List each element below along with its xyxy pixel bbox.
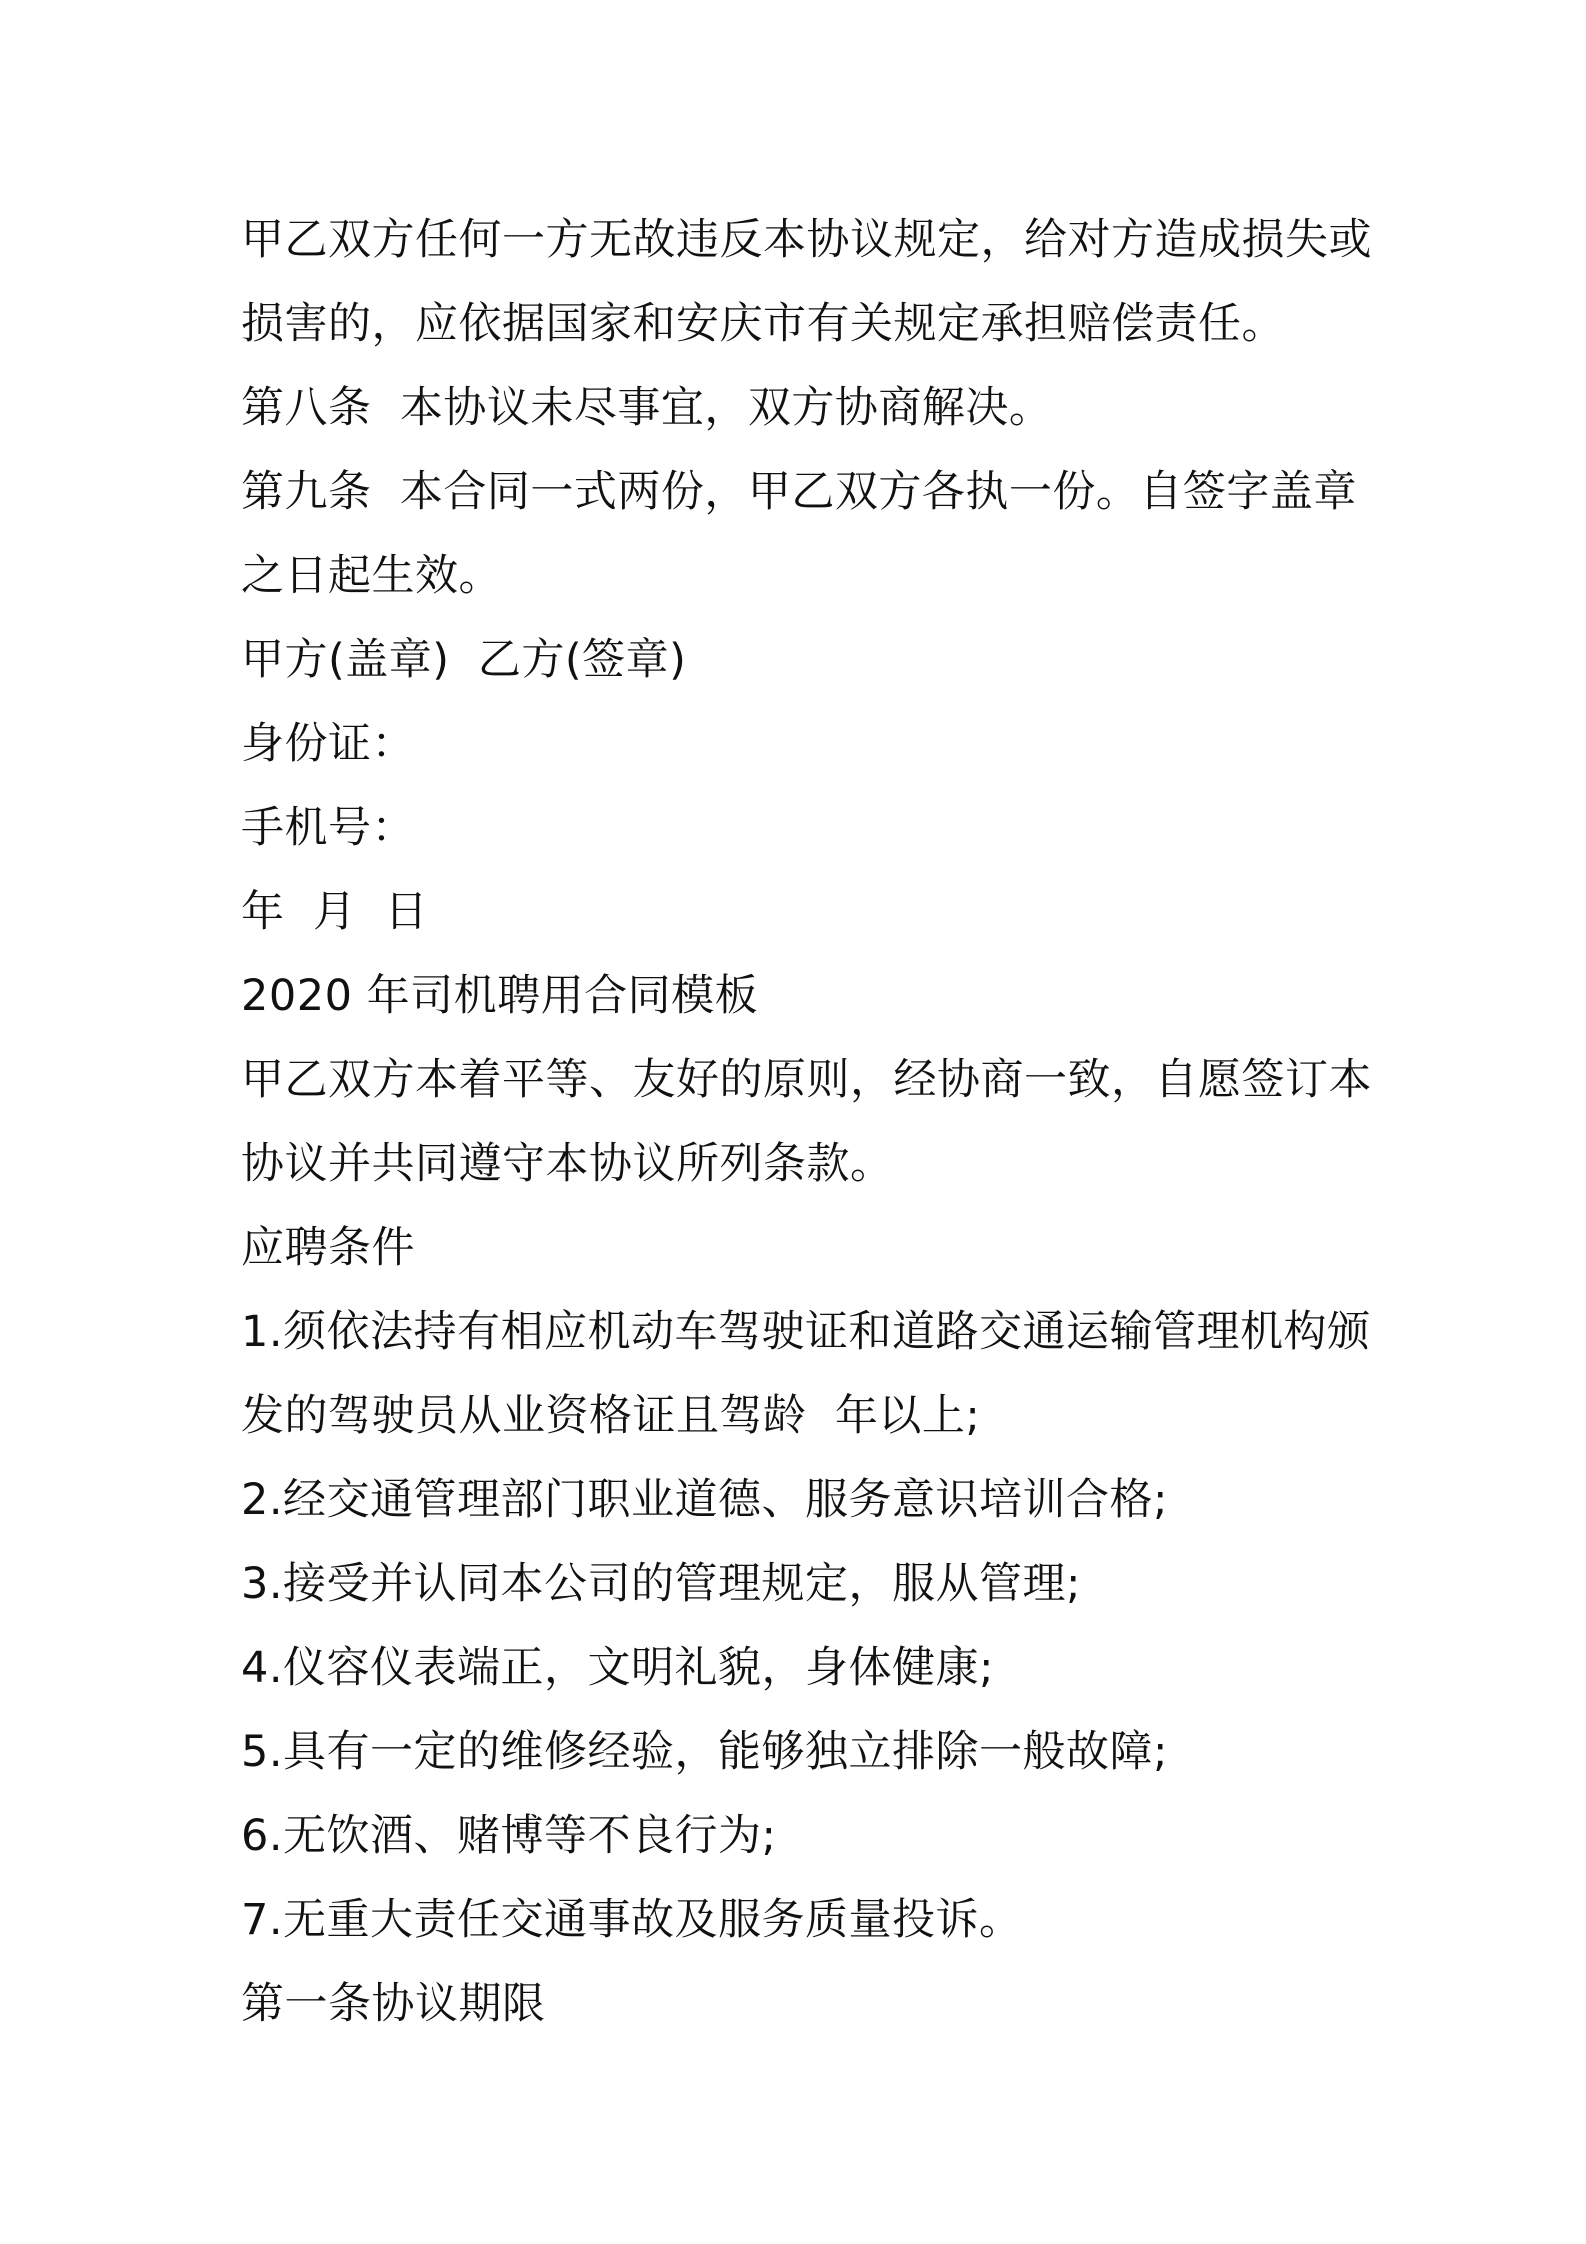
list-item: 6.无饮酒、赌博等不良行为; bbox=[241, 1811, 777, 1861]
signature-parties-line: 甲方(盖章) 乙方(签章) bbox=[241, 635, 687, 685]
date-line: 年 月 日 bbox=[241, 887, 429, 937]
article-8-line: 第八条 本协议未尽事宜，双方协商解决。 bbox=[241, 383, 1053, 433]
section-heading: 应聘条件 bbox=[241, 1223, 415, 1273]
paragraph-line: 协议并共同遵守本协议所列条款。 bbox=[241, 1139, 894, 1189]
article-heading: 第一条协议期限 bbox=[241, 1979, 546, 2029]
paragraph-line: 甲乙双方本着平等、友好的原则，经协商一致，自愿签订本 bbox=[241, 1055, 1372, 1105]
list-item: 5.具有一定的维修经验，能够独立排除一般故障; bbox=[241, 1727, 1169, 1777]
phone-label: 手机号： bbox=[241, 803, 415, 853]
id-card-label: 身份证： bbox=[241, 719, 415, 769]
article-9-line: 第九条 本合同一式两份，甲乙双方各执一份。自签字盖章 bbox=[241, 467, 1357, 517]
paragraph-line: 损害的，应依据国家和安庆市有关规定承担赔偿责任。 bbox=[241, 299, 1285, 349]
paragraph-line: 甲乙双方任何一方无故违反本协议规定，给对方造成损失或 bbox=[241, 215, 1372, 265]
list-item: 2.经交通管理部门职业道德、服务意识培训合格; bbox=[241, 1475, 1169, 1525]
document-body bbox=[241, 198, 1372, 2046]
section-title: 2020 年司机聘用合同模板 bbox=[241, 971, 759, 1021]
list-item: 4.仪容仪表端正，文明礼貌，身体健康; bbox=[241, 1643, 995, 1693]
paragraph-line: 之日起生效。 bbox=[241, 551, 502, 601]
list-item: 1.须依法持有相应机动车驾驶证和道路交通运输管理机构颁 bbox=[241, 1307, 1371, 1357]
list-item-continuation: 发的驾驶员从业资格证且驾龄 年以上; bbox=[241, 1391, 981, 1441]
list-item: 7.无重大责任交通事故及服务质量投诉。 bbox=[241, 1895, 1023, 1945]
list-item: 3.接受并认同本公司的管理规定，服从管理; bbox=[241, 1559, 1082, 1609]
